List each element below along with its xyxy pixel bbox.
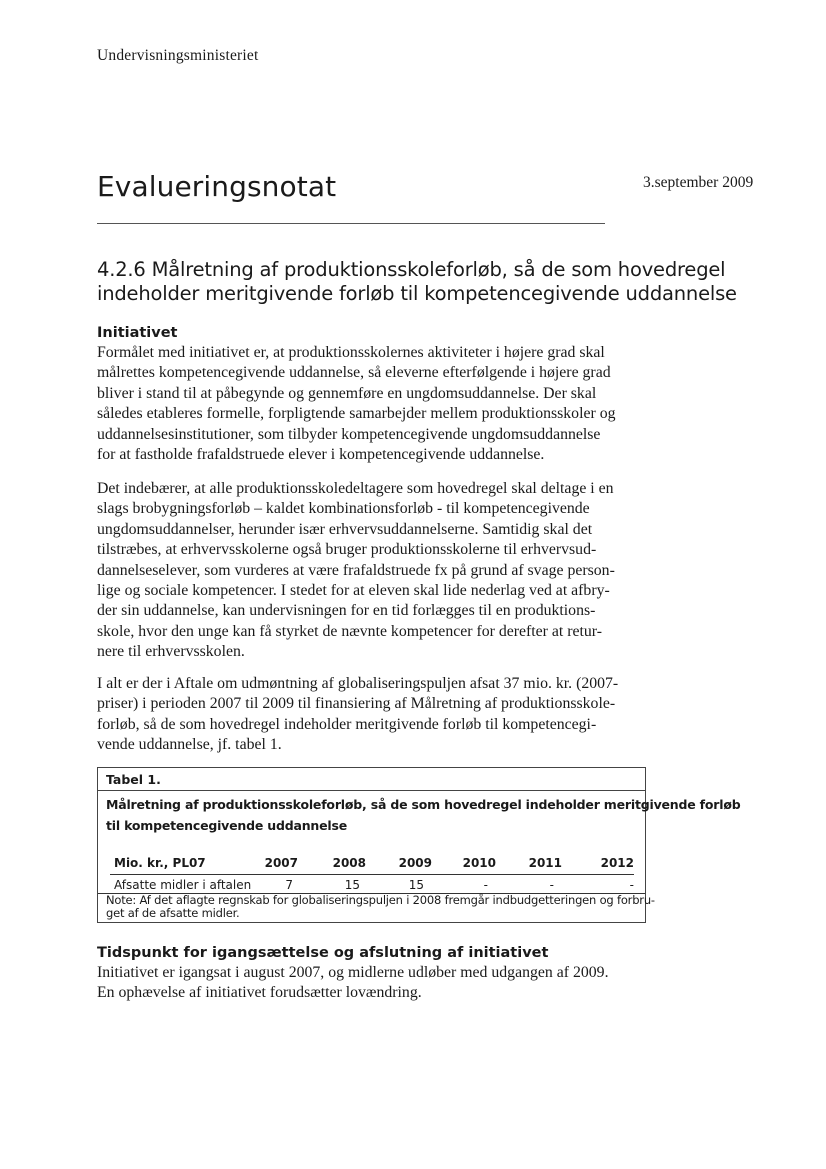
text-line: skole, hvor den unge kan få styrket de nævnte kompetencer for derefter at retur- bbox=[97, 622, 602, 640]
table-note bbox=[106, 893, 655, 920]
text-line: En ophævelse af initiativet forudsætter lovændring. bbox=[97, 984, 422, 1002]
table-caption-line: til kompetencegivende uddannelse bbox=[106, 818, 347, 833]
text-line: slags brobygningsforløb – kaldet kombinationsforløb - til kompetencegivende bbox=[97, 500, 590, 518]
funding-paragraph bbox=[97, 674, 637, 756]
table-cell: - bbox=[549, 878, 554, 892]
text-line: dannelseselever, som vurderes at være frafaldstruede fx på grund af svage person- bbox=[97, 561, 615, 579]
implication-paragraph bbox=[97, 479, 637, 663]
text-line: Formålet med initiativet er, at produktionsskolernes aktiviteter i højere grad skal bbox=[97, 344, 605, 361]
section-heading-line: 4.2.6 Målretning af produktionsskoleforløb, så de som hovedregel bbox=[97, 258, 726, 281]
initiative-section bbox=[97, 324, 637, 465]
table-cell: - bbox=[629, 878, 634, 892]
table-header-divider bbox=[110, 874, 634, 875]
table-header-cell: 2011 bbox=[528, 856, 562, 870]
text-line: lige og sociale kompetencer. I stedet for at eleven skal lide nederlag ved at afbry- bbox=[97, 582, 610, 600]
table-caption-line: Målretning af produktionsskoleforløb, så de som hovedregel indeholder meritgivende forløb bbox=[106, 797, 741, 812]
timing-paragraph bbox=[97, 963, 637, 1004]
timing-section bbox=[97, 944, 637, 1004]
text-line: der sin uddannelse, kan undervisningen for en tid forlægges til en produktions- bbox=[97, 602, 596, 620]
text-line: forløb, så de som hovedregel indeholder meritgivende forløb til kompetencegi- bbox=[97, 715, 597, 733]
table-header-cell: Mio. kr., PL07 bbox=[114, 856, 206, 870]
text-line: ungdomsuddannelser, herunder især erhvervsuddannelserne. Samtidig skal det bbox=[97, 520, 593, 538]
section-heading-line: indeholder meritgivende forløb til kompetencegivende uddannelse bbox=[97, 282, 737, 305]
text-line: tilstræbes, at erhvervsskolerne også bruger produktionsskolerne til erhvervsud- bbox=[97, 541, 597, 559]
table-cell: 15 bbox=[344, 878, 360, 892]
table-caption bbox=[106, 794, 741, 836]
document-date: 3.september 2009 bbox=[643, 174, 754, 191]
text-line: priser) i perioden 2007 til 2009 til finansiering af Målretning af produktionsskole- bbox=[97, 695, 616, 713]
text-line: nere til erhvervsskolen. bbox=[97, 643, 245, 661]
text-line: vende uddannelse, jf. tabel 1. bbox=[97, 736, 282, 754]
table-label: Tabel 1. bbox=[106, 772, 161, 787]
table-label-divider bbox=[98, 790, 645, 791]
table-note-line: get af de afsatte midler. bbox=[106, 906, 240, 920]
table-cell: Afsatte midler i aftalen bbox=[114, 878, 252, 892]
text-line: uddannelsesinstitutioner, som tilbyder kompetencegivende ungdomsuddannelse bbox=[97, 425, 601, 443]
initiative-subheading: Initiativet bbox=[97, 325, 178, 341]
table-note-line: Note: Af det aflagte regnskab for globaliseringspuljen i 2008 fremgår indbudgetteringen og forbru- bbox=[106, 893, 655, 907]
text-line: I alt er der i Aftale om udmøntning af globaliseringspuljen afsat 37 mio. kr. (2007- bbox=[97, 675, 619, 692]
initiative-paragraph bbox=[97, 343, 637, 465]
title-divider bbox=[97, 223, 605, 224]
table-header-cell: 2008 bbox=[332, 856, 366, 870]
text-line: således etableres formelle, forpligtende samarbejder mellem produktionsskoler og bbox=[97, 405, 616, 423]
table-header-cell: 2010 bbox=[462, 856, 496, 870]
table-cell: 7 bbox=[285, 878, 293, 892]
table-header-cell: 2012 bbox=[600, 856, 634, 870]
text-line: for at fastholde frafaldstruede elever i kompetencegivende uddannelse. bbox=[97, 446, 545, 464]
table-header-cell: 2007 bbox=[264, 856, 298, 870]
text-line: bliver i stand til at påbegynde og gennemføre en ungdomsuddannelse. Der skal bbox=[97, 384, 597, 402]
table-1 bbox=[97, 767, 741, 923]
table-row bbox=[110, 878, 634, 894]
table-cell: 15 bbox=[408, 878, 424, 892]
document-title: Evalueringsnotat bbox=[97, 170, 337, 203]
table-header-cell: 2009 bbox=[398, 856, 432, 870]
text-line: målrettes kompetencegivende uddannelse, så eleverne efterfølgende i højere grad bbox=[97, 364, 611, 382]
text-line: Initiativet er igangsat i august 2007, og midlerne udløber med udgangen af 2009. bbox=[97, 964, 609, 981]
timing-subheading: Tidspunkt for igangsættelse og afslutning af initiativet bbox=[97, 945, 549, 961]
section-heading bbox=[97, 258, 737, 306]
table-header-row bbox=[110, 856, 634, 874]
text-line: Det indebærer, at alle produktionsskoledeltagere som hovedregel skal deltage i en bbox=[97, 480, 614, 497]
table-cell: - bbox=[483, 878, 488, 892]
ministry-name: Undervisningsministeriet bbox=[97, 47, 259, 64]
